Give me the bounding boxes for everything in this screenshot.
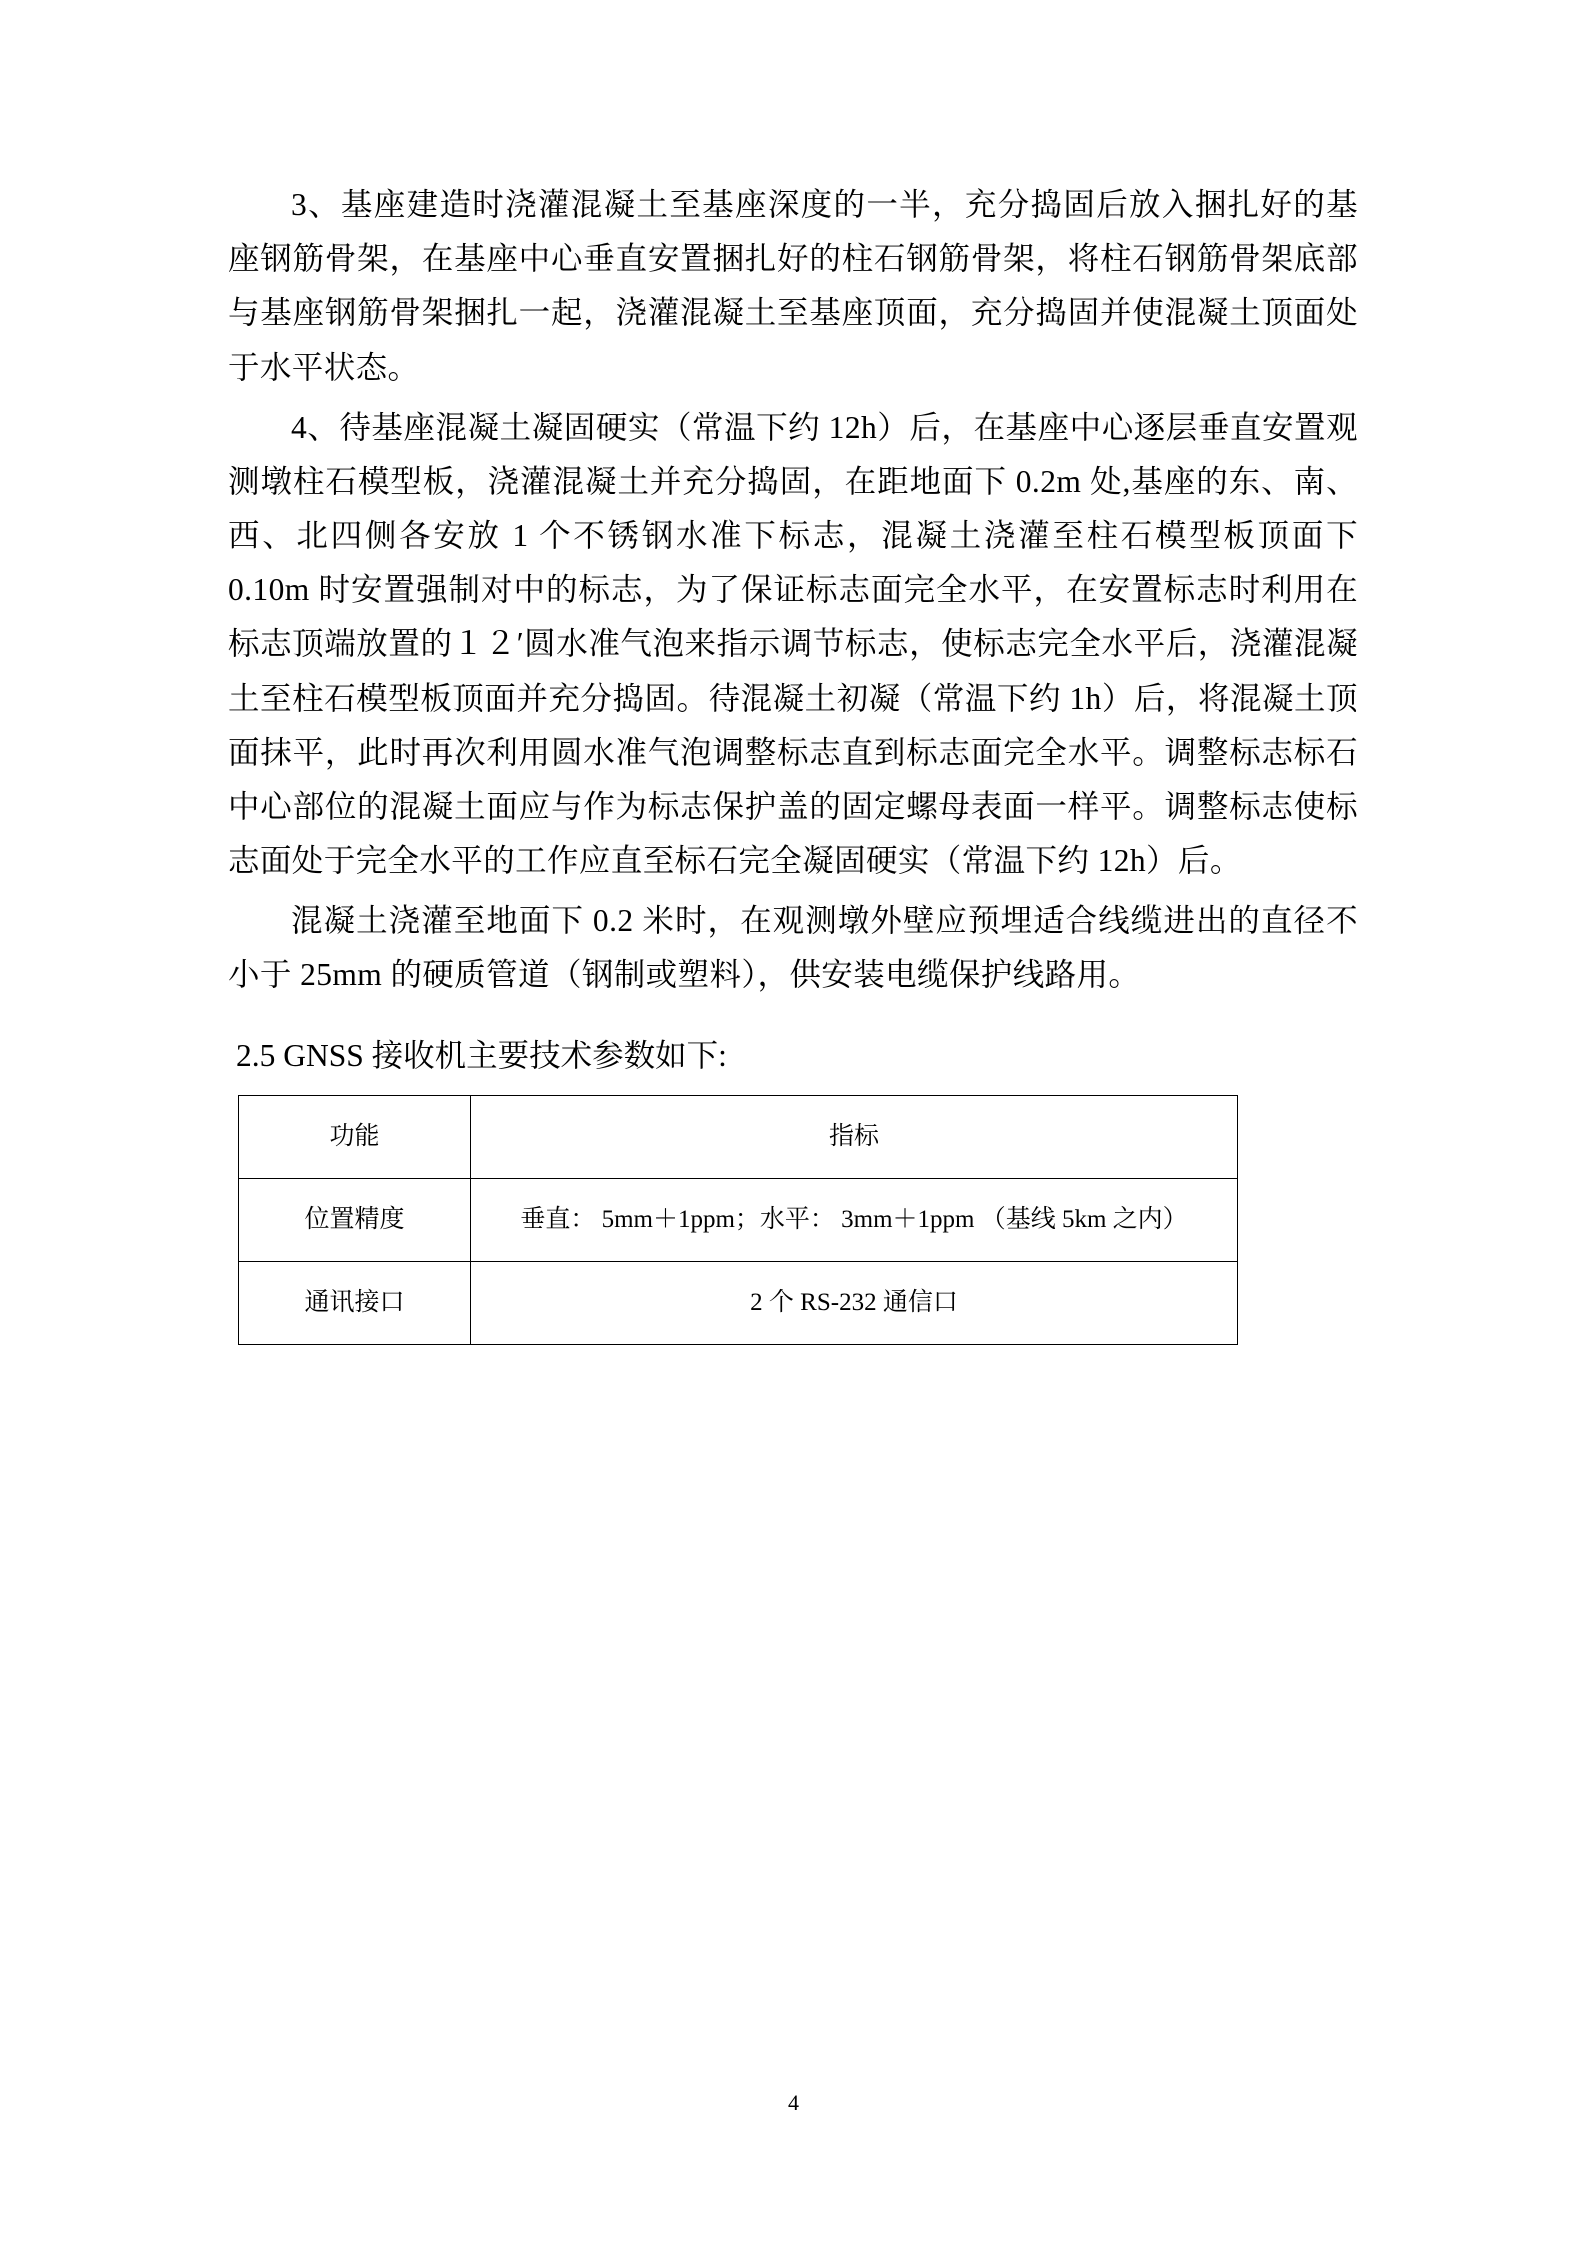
table-row bbox=[239, 1178, 1238, 1261]
page-number: 4 bbox=[788, 2090, 799, 2115]
paragraph-4: 4、待基座混凝土凝固硬实（常温下约 12h）后，在基座中心逐层垂直安置观测墩柱石模型板，浇灌混凝土并充分捣固，在距地面下 0.2m 处,基座的东、南、西、北四侧各安放 1 个不锈钢水准下标志，混凝土浇灌至柱石模型板顶面下 0.10m 时安置强制对中的标志，为了保证标志面完全水平，在安置标志时利用在标志顶端放置的１２′圆水准气泡来指示调节标志，使标志完全水平后，浇灌混凝土至柱石模型板顶面并充分捣固。待混凝土初凝（常温下约 1h）后，将混凝土顶面抹平，此时再次利用圆水准气泡调整标志直到标志面完全水平。调整标志标石中心部位的混凝土面应与作为标志保护盖的固定螺母表面一样平。调整标志使标志面处于完全水平的工作应直至标石完全凝固硬实（常温下约 12h）后。 bbox=[228, 409, 1358, 879]
table-header-function: 功能 bbox=[239, 1095, 471, 1178]
table-cell-comm-interface-label: 通讯接口 bbox=[239, 1261, 471, 1344]
table-cell-position-accuracy-label: 位置精度 bbox=[239, 1178, 471, 1261]
gnss-spec-table bbox=[238, 1095, 1238, 1345]
table-cell-position-accuracy-value: 垂直： 5mm＋1ppm；水平： 3mm＋1ppm （基线 5km 之内） bbox=[471, 1178, 1238, 1261]
page-content bbox=[228, 178, 1358, 1345]
paragraph-3: 3、基座建造时浇灌混凝土至基座深度的一半，充分捣固后放入捆扎好的基座钢筋骨架，在基座中心垂直安置捆扎好的柱石钢筋骨架，将柱石钢筋骨架底部与基座钢筋骨架捆扎一起，浇灌混凝土至基座顶面，充分捣固并使混凝土顶面处于水平状态。 bbox=[228, 187, 1358, 385]
table-header-index: 指标 bbox=[471, 1095, 1238, 1178]
paragraph-5: 混凝土浇灌至地面下 0.2 米时，在观测墩外壁应预埋适合线缆进出的直径不小于 25mm 的硬质管道（钢制或塑料），供安装电缆保护线路用。 bbox=[228, 903, 1358, 993]
table-row bbox=[239, 1261, 1238, 1344]
table-cell-comm-interface-value: 2 个 RS-232 通信口 bbox=[471, 1261, 1238, 1344]
section-heading-2-5: 2.5 GNSS 接收机主要技术参数如下: bbox=[236, 1037, 727, 1073]
table-row-header bbox=[239, 1095, 1238, 1178]
